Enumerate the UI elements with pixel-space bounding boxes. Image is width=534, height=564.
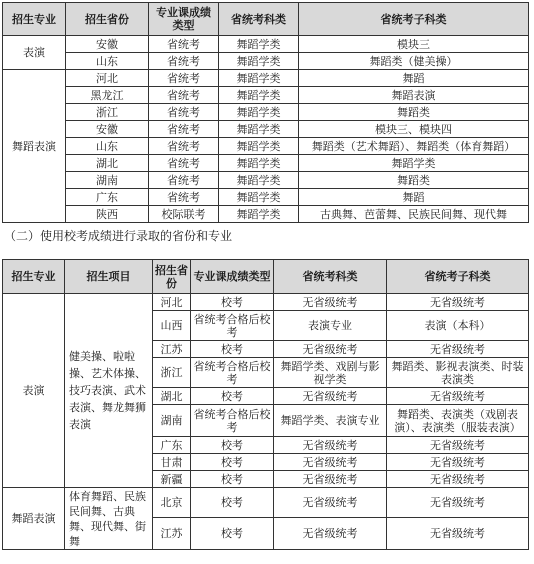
category-cell: 表演专业 <box>274 311 387 341</box>
category-cell: 无省级统考 <box>274 294 387 311</box>
score-type-cell: 校考 <box>191 518 274 550</box>
score-type-cell: 校考 <box>191 388 274 405</box>
subcategory-cell: 舞蹈 <box>299 70 529 87</box>
header-exam-category: 省统考科类 <box>219 3 299 36</box>
major-cell: 表演 <box>3 36 66 70</box>
table-row <box>3 36 529 53</box>
project-cell: 健美操、啦啦操、艺术体操、技巧表演、武术表演、舞龙舞狮表演 <box>65 294 153 488</box>
subcategory-cell: 无省级统考 <box>387 388 529 405</box>
table-row <box>3 172 529 189</box>
province-cell: 湖北 <box>66 155 149 172</box>
province-cell: 安徽 <box>66 36 149 53</box>
subcategory-cell: 舞蹈类（艺术舞蹈）、舞蹈类（体育舞蹈） <box>299 138 529 155</box>
category-cell: 舞蹈学类 <box>219 155 299 172</box>
score-type-cell: 校际联考 <box>149 206 219 223</box>
header-province: 招生省份 <box>153 260 191 294</box>
subcategory-cell: 舞蹈类 <box>299 104 529 121</box>
table-school-exam-provinces <box>2 259 529 550</box>
province-cell: 江苏 <box>153 518 191 550</box>
subcategory-cell: 表演（本科） <box>387 311 529 341</box>
province-cell: 新疆 <box>153 471 191 488</box>
province-cell: 广东 <box>66 189 149 206</box>
province-cell: 浙江 <box>153 358 191 388</box>
score-type-cell: 校考 <box>191 471 274 488</box>
subcategory-cell: 舞蹈类、表演类（戏剧表演）、表演类（服装表演） <box>387 405 529 437</box>
table-row <box>3 206 529 223</box>
score-type-cell: 省统考 <box>149 172 219 189</box>
score-type-cell: 校考 <box>191 341 274 358</box>
category-cell: 无省级统考 <box>274 488 387 518</box>
table-row <box>3 87 529 104</box>
province-cell: 湖南 <box>66 172 149 189</box>
subcategory-cell: 舞蹈类、影视表演类、时装表演类 <box>387 358 529 388</box>
subcategory-cell: 无省级统考 <box>387 341 529 358</box>
category-cell: 舞蹈学类、戏剧与影视学类 <box>274 358 387 388</box>
subcategory-cell: 模块三 <box>299 36 529 53</box>
table-sport-exam-provinces <box>2 2 529 223</box>
score-type-cell: 省统考合格后校考 <box>191 405 274 437</box>
subcategory-cell: 古典舞、芭蕾舞、民族民间舞、现代舞 <box>299 206 529 223</box>
category-cell: 舞蹈学类 <box>219 138 299 155</box>
score-type-cell: 省统考 <box>149 87 219 104</box>
table-row <box>3 488 529 518</box>
category-cell: 无省级统考 <box>274 388 387 405</box>
header-exam-subcategory: 省统考子科类 <box>387 260 529 294</box>
score-type-cell: 省统考 <box>149 155 219 172</box>
subcategory-cell: 无省级统考 <box>387 471 529 488</box>
score-type-cell: 省统考 <box>149 121 219 138</box>
province-cell: 山东 <box>66 53 149 70</box>
subcategory-cell: 无省级统考 <box>387 518 529 550</box>
header-major: 招生专业 <box>3 260 65 294</box>
subcategory-cell: 无省级统考 <box>387 294 529 311</box>
subcategory-cell: 无省级统考 <box>387 454 529 471</box>
major-cell: 表演 <box>3 294 65 488</box>
project-cell: 体育舞蹈、民族民间舞、古典舞、现代舞、街舞 <box>65 488 153 550</box>
category-cell: 舞蹈学类 <box>219 53 299 70</box>
score-type-cell: 校考 <box>191 488 274 518</box>
category-cell: 舞蹈学类 <box>219 70 299 87</box>
category-cell: 无省级统考 <box>274 437 387 454</box>
province-cell: 河北 <box>153 294 191 311</box>
score-type-cell: 省统考 <box>149 189 219 206</box>
province-cell: 河北 <box>66 70 149 87</box>
province-cell: 广东 <box>153 437 191 454</box>
score-type-cell: 省统考合格后校考 <box>191 311 274 341</box>
category-cell: 无省级统考 <box>274 454 387 471</box>
score-type-cell: 省统考 <box>149 36 219 53</box>
score-type-cell: 校考 <box>191 294 274 311</box>
header-exam-category: 省统考科类 <box>274 260 387 294</box>
subcategory-cell: 舞蹈学类 <box>299 155 529 172</box>
header-exam-subcategory: 省统考子科类 <box>299 3 529 36</box>
table-row <box>3 121 529 138</box>
header-province: 招生省份 <box>66 3 149 36</box>
major-cell: 舞蹈表演 <box>3 70 66 223</box>
score-type-cell: 省统考 <box>149 53 219 70</box>
category-cell: 舞蹈学类 <box>219 36 299 53</box>
province-cell: 安徽 <box>66 121 149 138</box>
table-row <box>3 53 529 70</box>
subcategory-cell: 无省级统考 <box>387 488 529 518</box>
table-header-row <box>3 260 529 294</box>
score-type-cell: 校考 <box>191 454 274 471</box>
score-type-cell: 省统考 <box>149 104 219 121</box>
province-cell: 湖南 <box>153 405 191 437</box>
category-cell: 舞蹈学类 <box>219 189 299 206</box>
category-cell: 舞蹈学类 <box>219 104 299 121</box>
province-cell: 湖北 <box>153 388 191 405</box>
category-cell: 无省级统考 <box>274 518 387 550</box>
table-row <box>3 294 529 311</box>
category-cell: 无省级统考 <box>274 341 387 358</box>
province-cell: 黑龙江 <box>66 87 149 104</box>
province-cell: 北京 <box>153 488 191 518</box>
province-cell: 浙江 <box>66 104 149 121</box>
subcategory-cell: 舞蹈类（健美操） <box>299 53 529 70</box>
subcategory-cell: 无省级统考 <box>387 437 529 454</box>
header-score-type: 专业课成绩类型 <box>191 260 274 294</box>
score-type-cell: 校考 <box>191 437 274 454</box>
province-cell: 江苏 <box>153 341 191 358</box>
score-type-cell: 省统考 <box>149 70 219 87</box>
header-score-type: 专业课成绩类型 <box>149 3 219 36</box>
header-major: 招生专业 <box>3 3 66 36</box>
header-project: 招生项目 <box>65 260 153 294</box>
subcategory-cell: 模块三、模块四 <box>299 121 529 138</box>
score-type-cell: 省统考 <box>149 138 219 155</box>
category-cell: 舞蹈学类 <box>219 121 299 138</box>
table-row <box>3 189 529 206</box>
province-cell: 山东 <box>66 138 149 155</box>
table-header-row <box>3 3 529 36</box>
category-cell: 无省级统考 <box>274 471 387 488</box>
category-cell: 舞蹈学类、表演专业 <box>274 405 387 437</box>
table-row <box>3 70 529 87</box>
major-cell: 舞蹈表演 <box>3 488 65 550</box>
section-title: （二）使用校考成绩进行录取的省份和专业 <box>4 229 233 243</box>
province-cell: 陕西 <box>66 206 149 223</box>
category-cell: 舞蹈学类 <box>219 172 299 189</box>
subcategory-cell: 舞蹈表演 <box>299 87 529 104</box>
table-row <box>3 138 529 155</box>
province-cell: 甘肃 <box>153 454 191 471</box>
subcategory-cell: 舞蹈类 <box>299 172 529 189</box>
category-cell: 舞蹈学类 <box>219 87 299 104</box>
table-row <box>3 155 529 172</box>
subcategory-cell: 舞蹈 <box>299 189 529 206</box>
province-cell: 山西 <box>153 311 191 341</box>
score-type-cell: 省统考合格后校考 <box>191 358 274 388</box>
category-cell: 舞蹈学类 <box>219 206 299 223</box>
table-row <box>3 104 529 121</box>
